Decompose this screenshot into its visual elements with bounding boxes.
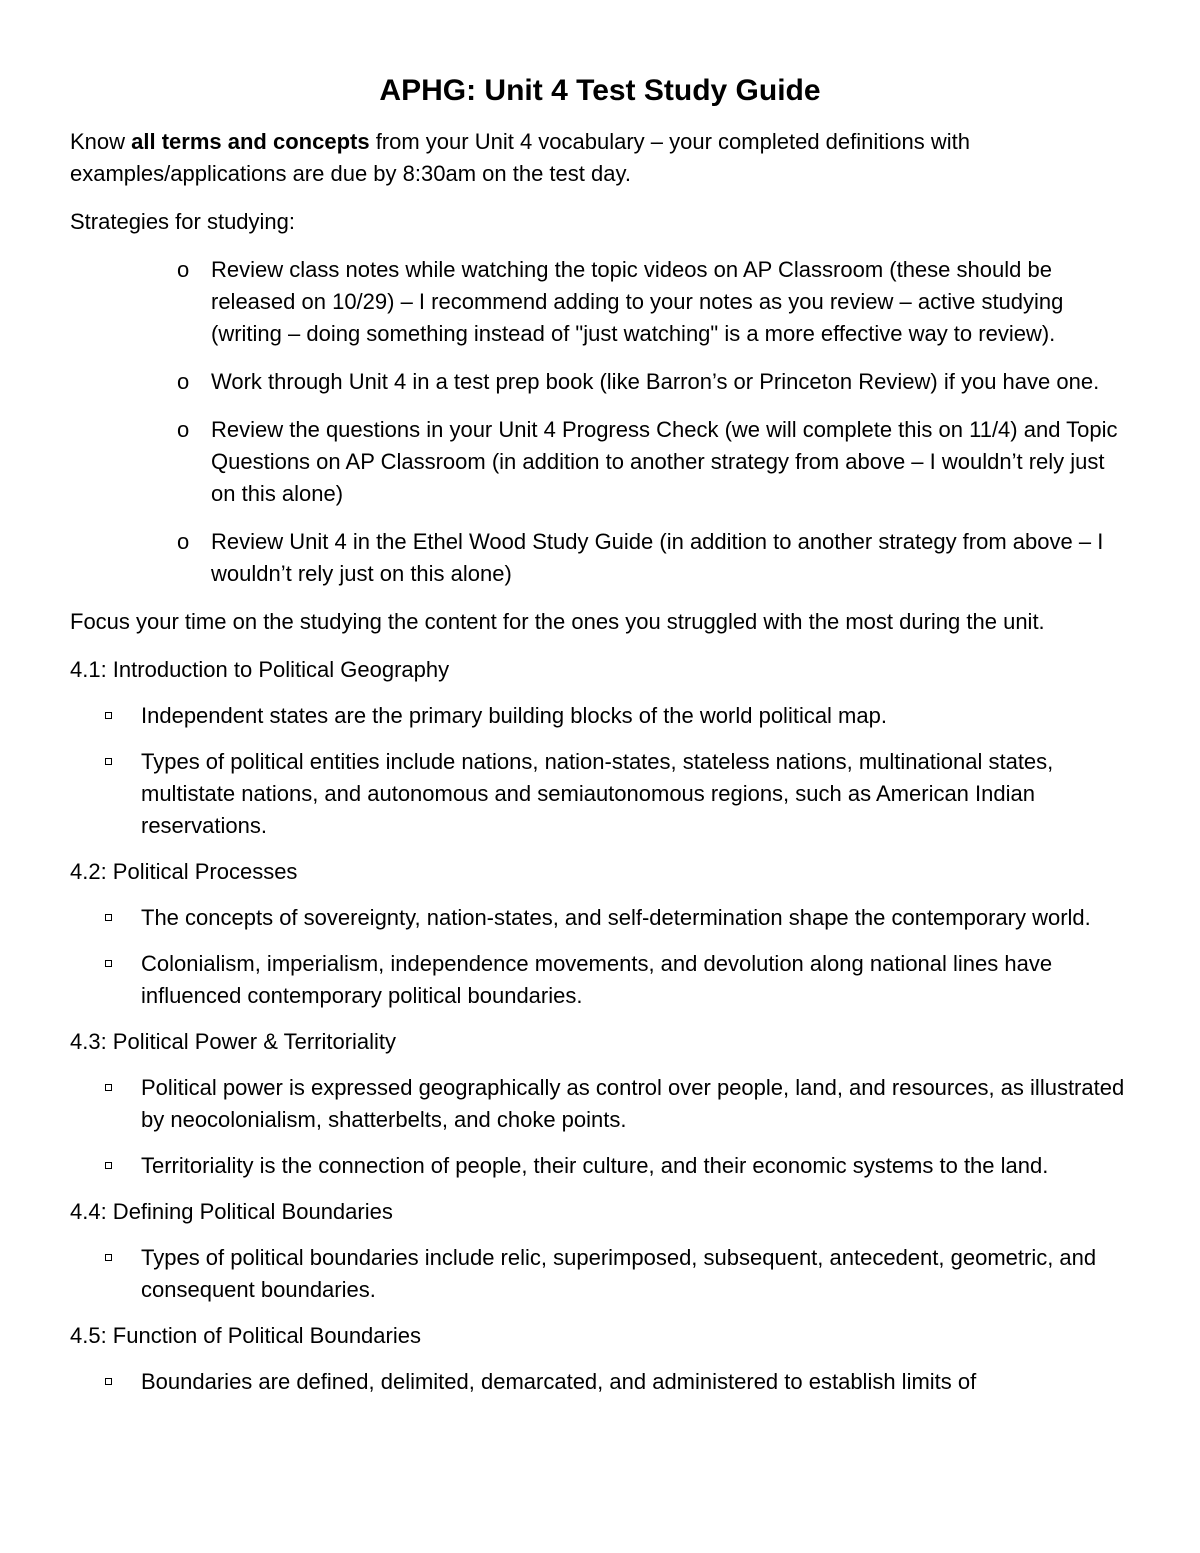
bullet-text: Boundaries are defined, delimited, demarcated, and administered to establish limits of	[141, 1369, 977, 1394]
square-bullet-icon	[105, 1162, 112, 1169]
topic-4-4-bullets	[70, 1242, 1130, 1306]
list-item	[70, 948, 1130, 1012]
focus-paragraph: Focus your time on the studying the content for the ones you struggled with the most during the unit.	[70, 609, 1045, 634]
square-bullet-icon	[105, 960, 112, 967]
topic-4-3-bullets	[70, 1072, 1130, 1182]
list-marker-o: o	[177, 417, 190, 442]
intro-bold-text: all terms and concepts	[131, 129, 370, 154]
bullet-text: Colonialism, imperialism, independence movements, and devolution along national lines have influenced contemporary political boundaries.	[141, 951, 1053, 1008]
topic-4-2-bullets	[70, 902, 1130, 1012]
intro-paragraph	[70, 126, 1130, 190]
list-item	[70, 746, 1130, 842]
intro-suffix: from your Unit 4 vocabulary – your completed definitions with examples/applications are due by 8:30am on the test day.	[70, 129, 970, 186]
strategy-text: Work through Unit 4 in a test prep book (like Barron’s or Princeton Review) if you have one.	[211, 369, 1100, 394]
list-item	[70, 1072, 1130, 1136]
bullet-text: The concepts of sovereignty, nation-states, and self-determination shape the contemporary world.	[141, 905, 1091, 930]
strategies-heading: Strategies for studying:	[70, 209, 296, 234]
strategies-list	[70, 254, 1130, 590]
bullet-text: Political power is expressed geographically as control over people, land, and resources, as illustrated by neocolonialism, shatterbelts, and choke points.	[141, 1075, 1125, 1132]
square-bullet-icon	[105, 1378, 112, 1385]
strategy-item	[70, 254, 1130, 350]
square-bullet-icon	[105, 758, 112, 765]
list-item	[70, 700, 1130, 732]
strategy-item	[70, 366, 1130, 398]
list-item	[70, 902, 1130, 934]
topic-heading-4-2: 4.2: Political Processes	[70, 859, 298, 884]
square-bullet-icon	[105, 712, 112, 719]
strategy-text: Review class notes while watching the topic videos on AP Classroom (these should be released on 10/29) – I recommend adding to your notes as you review – active studying (writing – doing something instead of "just watching" is a more effective way to review).	[211, 257, 1064, 346]
list-item	[70, 1366, 1130, 1398]
topic-heading-4-4: 4.4: Defining Political Boundaries	[70, 1199, 393, 1224]
topic-4-1-bullets	[70, 700, 1130, 842]
list-marker-o: o	[177, 529, 190, 554]
list-item	[70, 1242, 1130, 1306]
list-marker-o: o	[177, 369, 190, 394]
topic-heading-4-3: 4.3: Political Power & Territoriality	[70, 1029, 397, 1054]
topic-heading-4-1: 4.1: Introduction to Political Geography	[70, 657, 450, 682]
strategy-item	[70, 526, 1130, 590]
strategy-text: Review the questions in your Unit 4 Progress Check (we will complete this on 11/4) and Topic Questions on AP Classroom (in addition to another strategy from above – I wouldn’t rely just on this alone)	[211, 417, 1118, 506]
bullet-text: Territoriality is the connection of people, their culture, and their economic systems to the land.	[141, 1153, 1049, 1178]
list-item	[70, 1150, 1130, 1182]
topic-4-5-bullets	[70, 1366, 1130, 1398]
square-bullet-icon	[105, 914, 112, 921]
strategy-item	[70, 414, 1130, 510]
square-bullet-icon	[105, 1084, 112, 1091]
strategy-text: Review Unit 4 in the Ethel Wood Study Guide (in addition to another strategy from above – I wouldn’t rely just on this alone)	[211, 529, 1104, 586]
square-bullet-icon	[105, 1254, 112, 1261]
intro-prefix: Know	[70, 129, 132, 154]
page-title: APHG: Unit 4 Test Study Guide	[379, 74, 821, 107]
bullet-text: Types of political boundaries include relic, superimposed, subsequent, antecedent, geometric, and consequent boundaries.	[141, 1245, 1097, 1302]
topic-heading-4-5: 4.5: Function of Political Boundaries	[70, 1323, 421, 1348]
list-marker-o: o	[177, 257, 190, 282]
bullet-text: Types of political entities include nations, nation-states, stateless nations, multinational states, multistate nations, and autonomous and semiautonomous regions, such as American Indian reservations.	[141, 749, 1054, 838]
bullet-text: Independent states are the primary building blocks of the world political map.	[141, 703, 887, 728]
